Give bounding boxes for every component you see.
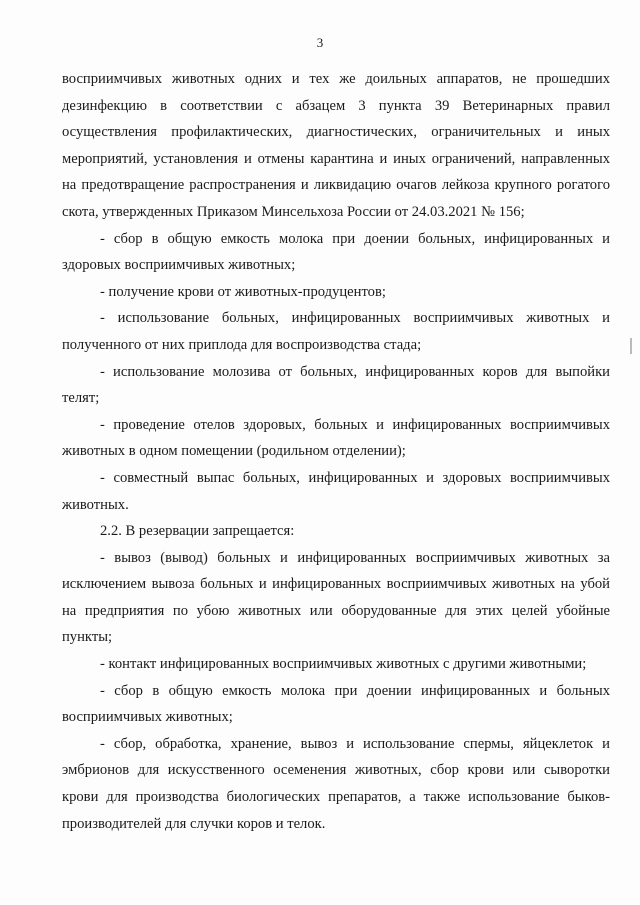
document-body bbox=[62, 66, 610, 837]
scan-artifact bbox=[630, 338, 632, 354]
paragraph: - получение крови от животных-продуцентов; bbox=[100, 283, 386, 300]
paragraph: - использование больных, инфицированных восприимчивых животных и полученного от них приплода для воспроизводства стада; bbox=[62, 310, 610, 353]
paragraph: восприимчивых животных одних и тех же доильных аппаратов, не прошедших дезинфекцию в соответствии с абзацем 3 пункта 39 Ветеринарных правил осуществления профилактических, диагностических, ограничительных и иных мероприятий, установления и отмены карантина и иных ограничений, направленных на предотвращение распространения и ликвидацию очагов лейкоза крупного рогатого скота, утвержденных Приказом Минсельхоза России от 24.03.2021 № 156; bbox=[62, 71, 610, 220]
paragraph: - контакт инфицированных восприимчивых животных с другими животными; bbox=[100, 656, 587, 673]
paragraph: - вывоз (вывод) больных и инфицированных восприимчивых животных за исключением вывоза больных и инфицированных восприимчивых животных на убой на предприятия по убою животных или оборудованные для этих целей убойные пункты; bbox=[62, 549, 610, 646]
section-heading: 2.2. В резервации запрещается: bbox=[100, 523, 295, 540]
page-number: 3 bbox=[316, 35, 324, 50]
paragraph: - использование молозива от больных, инфицированных коров для выпойки телят; bbox=[62, 363, 610, 407]
paragraph: - сбор, обработка, хранение, вывоз и использование спермы, яйцеклеток и эмбрионов для искусственного осеменения животных, сбор крови или сыворотки крови для производства биологических препаратов, а также использование быков-производителей для случки коров и телок. bbox=[62, 735, 610, 832]
paragraph: - совместный выпас больных, инфицированных и здоровых восприимчивых животных. bbox=[62, 469, 610, 513]
paragraph: - сбор в общую емкость молока при доении больных, инфицированных и здоровых восприимчивых животных; bbox=[62, 230, 610, 274]
paragraph: - сбор в общую емкость молока при доении инфицированных и больных восприимчивых животных; bbox=[62, 682, 610, 726]
paragraph: - проведение отелов здоровых, больных и инфицированных восприимчивых животных в одном помещении (родильном отделении); bbox=[62, 416, 610, 460]
